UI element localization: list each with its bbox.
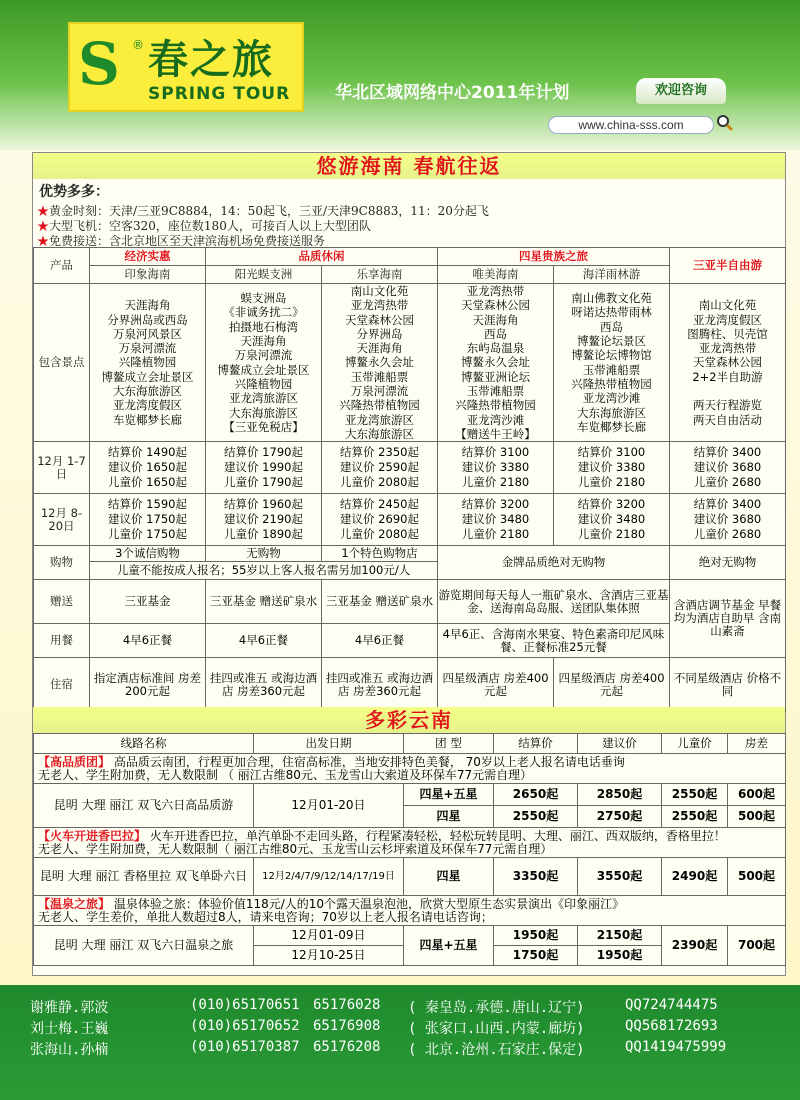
route-note: 【温泉之旅】 温泉体验之旅：体验价值118元/人的10个露天温泉泡池，欣赏大型原生态实景演出《印象丽江》 无老人、学生差价，单批人数超过8人，请来电咨询；70岁以上老人报名请电话咨询；	[34, 896, 786, 926]
price-line: 儿童价 2680	[693, 475, 762, 490]
scenic-item: 亚龙湾热带	[466, 284, 525, 298]
scenic-item: 博鳌成立会址景区	[101, 369, 194, 384]
row-label-dec1: 12月 1-7日	[34, 442, 90, 494]
scenic-item: 呀诺达热带雨林	[571, 305, 652, 320]
scenic-item: 天涯海角	[472, 312, 519, 327]
scenic-item: 图腾柱、贝壳馆	[687, 326, 768, 341]
contact-phone-2: 65176908	[313, 1018, 381, 1034]
route-date: 12月2/4/7/9/12/14/17/19日	[254, 858, 404, 896]
scenic-item: 大东海旅游区	[345, 426, 414, 441]
advantage-line: ★大型飞机：空客320，座位数180人，可接百人以上大型团队	[37, 219, 371, 233]
tour-type: 四星	[404, 806, 494, 828]
scenic-item: 2+2半自助游	[692, 369, 763, 384]
tour-type: 四星+五星	[404, 784, 494, 806]
price-line: 结算价 1790起	[224, 445, 303, 460]
gift-cell: 三亚基金 赠送矿泉水	[322, 580, 438, 624]
route-note: 【高品质团】 高品质云南团，行程更加合理，住宿高标准，当地安排特色美餐， 70岁以上老人报名请电话垂询 无老人、学生附加费，无人数限制 （ 丽江古维80元、玉龙雪山大索道及环保车77元需自理）	[34, 754, 786, 784]
shopping-note: 儿童不能按成人报名；55岁以上客人报名需另加100元/人	[90, 562, 438, 580]
search-icon[interactable]	[716, 114, 734, 132]
price-line: 建议价 3480	[461, 512, 530, 527]
scenic-list	[90, 284, 206, 442]
scenic-item: 博鳌永久会址	[461, 355, 530, 370]
route-name: 昆明 大理 丽江 双飞六日高品质游	[34, 784, 254, 828]
yunnan-banner	[33, 707, 785, 733]
scenic-item: 南山佛教文化苑	[571, 291, 652, 306]
price-line: 结算价 1960起	[224, 497, 303, 512]
price-line: 结算价 3400	[693, 497, 762, 512]
scenic-item: 兴隆植物园	[118, 355, 177, 370]
scenic-item: 车览椰梦长廊	[113, 412, 182, 427]
scenic-item: 大东海旅游区	[229, 405, 298, 420]
contact-region: ( 北京.沧州.石家庄.保定)	[408, 1042, 585, 1058]
contact-phone: (010)65170652	[190, 1018, 300, 1034]
scenic-list	[438, 284, 554, 442]
price-line: 结算价 3100	[577, 445, 646, 460]
shopping-cell: 3个诚信购物	[90, 546, 206, 562]
shopping-cell: 金牌品质绝对无购物	[438, 546, 670, 580]
scenic-item: 玉带滩船票	[582, 362, 641, 377]
price-line: 结算价 1490起	[108, 445, 187, 460]
settle-price: 2550起	[494, 806, 578, 828]
col-header-route: 线路名称	[34, 734, 254, 754]
scenic-item: 亚龙湾热带	[698, 341, 757, 356]
room-diff: 700起	[728, 926, 786, 966]
scenic-item: 两天自由活动	[693, 412, 762, 427]
plan-title: 华北区域网络中心2011年计划	[335, 83, 570, 103]
website-url[interactable]: www.china-sss.com	[548, 116, 714, 134]
welcome-button[interactable]: 欢迎咨询	[636, 78, 726, 104]
scenic-item: 天涯海角	[124, 298, 171, 313]
route-name: 昆明 大理 丽江 双飞六日温泉之旅	[34, 926, 254, 966]
row-label-scenic: 包含景点	[34, 284, 90, 442]
product-name: 唯美海南	[438, 266, 554, 284]
price-line: 儿童价 2080起	[340, 527, 419, 542]
scenic-item: 兴隆热带植物园	[455, 398, 536, 413]
settle-price: 3350起	[494, 858, 578, 896]
scenic-item: 【三亚免税店】	[223, 419, 304, 434]
room-diff: 500起	[728, 858, 786, 896]
route-name: 昆明 大理 丽江 香格里拉 双飞单卧六日	[34, 858, 254, 896]
scenic-item: 《非诚务扰二》	[223, 305, 304, 320]
scenic-item: 天堂森林公园	[345, 312, 414, 327]
scenic-item: 蜈支洲岛	[240, 291, 287, 306]
contact-phone: (010)65170387	[190, 1039, 300, 1055]
price-line: 儿童价 2180	[577, 527, 646, 542]
price-line: 儿童价 2680	[693, 527, 762, 542]
content-frame	[32, 152, 786, 976]
child-price: 2550起	[662, 784, 728, 806]
gift-cell: 游览期间每天每人一瓶矿泉水、含酒店三亚基金、送海南岛岛服、送团队集体照	[438, 580, 670, 624]
shopping-cell: 无购物	[206, 546, 322, 562]
suggest-price: 1950起	[578, 946, 662, 966]
suggest-price: 2750起	[578, 806, 662, 828]
price-cell	[670, 494, 786, 546]
scenic-item	[670, 384, 785, 398]
scenic-item: 博鳌论坛景区	[577, 334, 646, 349]
price-line: 结算价 3400	[693, 445, 762, 460]
scenic-item: 玉带滩船票	[350, 369, 409, 384]
meal-cell: 4早6正餐	[206, 624, 322, 658]
contact-qq: QQ724744475	[625, 997, 718, 1013]
scenic-item: 博鳌永久会址	[345, 355, 414, 370]
price-line: 建议价 3680	[693, 512, 762, 527]
suggest-price: 2150起	[578, 926, 662, 946]
settle-price: 1750起	[494, 946, 578, 966]
spring-tour-logo[interactable]	[68, 22, 304, 112]
price-line: 建议价 3680	[693, 460, 762, 475]
price-line: 儿童价 1650起	[108, 475, 187, 490]
scenic-item: 东屿岛温泉	[466, 341, 525, 356]
group-sanya-free: 三亚半自由游	[670, 248, 786, 284]
price-cell	[554, 442, 670, 494]
price-cell	[438, 494, 554, 546]
contact-phone-2: 65176208	[313, 1039, 381, 1055]
scenic-list	[670, 284, 786, 442]
contact-region: ( 秦皇岛.承德.唐山.辽宁)	[408, 1000, 585, 1016]
hotel-cell: 指定酒店标准间 房差200元起	[90, 658, 206, 712]
settle-price: 2650起	[494, 784, 578, 806]
price-line: 建议价 3380	[577, 460, 646, 475]
route-date: 12月01-20日	[254, 784, 404, 828]
price-line: 儿童价 1890起	[224, 527, 303, 542]
scenic-item: 兴隆热带植物园	[339, 398, 420, 413]
price-line: 建议价 2590起	[340, 460, 419, 475]
hotel-cell: 挂四或准五 或海边酒店 房差360元起	[322, 658, 438, 712]
price-line: 结算价 3200	[577, 497, 646, 512]
price-line: 儿童价 2080起	[340, 475, 419, 490]
child-price: 2550起	[662, 806, 728, 828]
price-line: 结算价 2350起	[340, 445, 419, 460]
hotel-cell: 挂四或准五 或海边酒店 房差360元起	[206, 658, 322, 712]
product-name: 印象海南	[90, 266, 206, 284]
scenic-item: 亚龙湾旅游区	[345, 412, 414, 427]
registered-mark: ®	[132, 38, 144, 52]
brand-name-cn: 春之旅	[148, 36, 274, 83]
price-line: 结算价 3200	[461, 497, 530, 512]
price-cell	[438, 442, 554, 494]
price-line: 结算价 3100	[461, 445, 530, 460]
price-line: 儿童价 2180	[461, 475, 530, 490]
suggest-price: 2850起	[578, 784, 662, 806]
row-label-shopping: 购物	[34, 546, 90, 580]
hainan-title: 悠游海南 春航往返	[316, 154, 502, 178]
scenic-item: 兴隆热带植物园	[571, 376, 652, 391]
contact-region: ( 张家口.山西.内蒙.廊坊)	[408, 1021, 585, 1037]
col-header-child: 儿童价	[662, 734, 728, 754]
scenic-item: 天堂森林公园	[693, 355, 762, 370]
scenic-list	[554, 284, 670, 442]
contact-names: 谢雅静.郭波	[30, 1000, 109, 1016]
meal-cell: 4早6正餐	[322, 624, 438, 658]
scenic-item: 车览椰梦长廊	[577, 419, 646, 434]
price-cell	[554, 494, 670, 546]
col-header-date: 出发日期	[254, 734, 404, 754]
scenic-item: 万泉河漂流	[350, 384, 409, 399]
price-line: 建议价 2690起	[340, 512, 419, 527]
scenic-item: 天涯海角	[356, 341, 403, 356]
child-price: 2490起	[662, 858, 728, 896]
yunnan-title: 多彩云南	[365, 708, 453, 732]
scenic-item: 亚龙湾旅游区	[229, 391, 298, 406]
price-cell	[322, 494, 438, 546]
scenic-item: 两天行程游览	[693, 398, 762, 413]
child-price: 2390起	[662, 926, 728, 966]
contact-qq: QQ568172693	[625, 1018, 718, 1034]
contact-names: 刘士梅.王巍	[30, 1021, 109, 1037]
scenic-item: 大东海旅游区	[113, 384, 182, 399]
scenic-item: 南山文化苑	[350, 284, 409, 298]
price-cell	[322, 442, 438, 494]
scenic-item: 亚龙湾沙滩	[466, 412, 525, 427]
price-line: 建议价 1650起	[108, 460, 187, 475]
scenic-item: 万泉河漂流	[234, 348, 293, 363]
brand-name-en: SPRING TOUR	[148, 84, 291, 104]
tour-type: 四星+五星	[404, 926, 494, 966]
row-label-hotel: 住宿	[34, 658, 90, 712]
price-line: 儿童价 1750起	[108, 527, 187, 542]
price-line: 建议价 1990起	[224, 460, 303, 475]
col-header-diff: 房差	[728, 734, 786, 754]
price-line: 儿童价 2180	[577, 475, 646, 490]
scenic-item: 万泉河漂流	[118, 341, 177, 356]
scenic-item: 西岛	[484, 326, 507, 341]
col-header-suggest: 建议价	[578, 734, 662, 754]
scenic-item: 分界洲岛	[356, 326, 403, 341]
meal-cell: 4早6正、含海南水果宴、特色素斋印尼风味餐、正餐标准25元餐	[438, 624, 670, 658]
scenic-item: 【赠送牛王岭】	[455, 426, 536, 441]
col-header-type: 团 型	[404, 734, 494, 754]
product-name: 海洋雨林游	[554, 266, 670, 284]
contact-phone: (010)65170651	[190, 997, 300, 1013]
scenic-item: 大东海旅游区	[577, 405, 646, 420]
price-line: 儿童价 2180	[461, 527, 530, 542]
room-diff: 500起	[728, 806, 786, 828]
price-cell	[206, 442, 322, 494]
scenic-item: 博鳌论坛博物馆	[571, 348, 652, 363]
price-line: 儿童价 1790起	[224, 475, 303, 490]
scenic-item: 分界洲岛或西岛	[107, 312, 188, 327]
scenic-item: 玉带滩船票	[466, 384, 525, 399]
scenic-list	[322, 284, 438, 442]
hotel-cell: 四星级酒店 房差400元起	[438, 658, 554, 712]
route-date: 12月10-25日	[254, 946, 404, 966]
gift-cell: 含酒店调节基金 早餐均为酒店自助早 含南山素斋	[670, 580, 786, 658]
product-name: 乐享海南	[322, 266, 438, 284]
price-line: 建议价 1750起	[108, 512, 187, 527]
price-line: 建议价 3480	[577, 512, 646, 527]
row-label-gift: 赠送	[34, 580, 90, 624]
row-label-product: 产品	[34, 248, 90, 284]
scenic-item: 亚龙湾度假区	[113, 398, 182, 413]
row-label-dec8: 12月 8-20日	[34, 494, 90, 546]
contact-qq: QQ1419475999	[625, 1039, 727, 1055]
scenic-item: 天堂森林公园	[461, 298, 530, 313]
scenic-item: 南山文化苑	[698, 298, 757, 313]
col-header-settle: 结算价	[494, 734, 578, 754]
hotel-cell: 四星级酒店 房差400元起	[554, 658, 670, 712]
price-cell	[90, 494, 206, 546]
contact-names: 张海山.孙楠	[30, 1042, 109, 1058]
group-economy: 经济实惠	[90, 248, 206, 266]
scenic-item: 亚龙湾热带	[350, 298, 409, 313]
scenic-item: 天涯海角	[240, 334, 287, 349]
product-name: 阳光蜈支洲	[206, 266, 322, 284]
scenic-item: 亚龙湾度假区	[693, 312, 762, 327]
scenic-item: 西岛	[600, 319, 623, 334]
row-label-meal: 用餐	[34, 624, 90, 658]
hotel-cell: 不同星级酒店 价格不同	[670, 658, 786, 712]
room-diff: 600起	[728, 784, 786, 806]
yunnan-table	[33, 733, 786, 966]
price-line: 结算价 2450起	[340, 497, 419, 512]
gift-cell: 三亚基金 赠送矿泉水	[206, 580, 322, 624]
settle-price: 1950起	[494, 926, 578, 946]
scenic-item: 博鳌成立会址景区	[217, 362, 310, 377]
price-cell	[90, 442, 206, 494]
price-line: 建议价 2190起	[224, 512, 303, 527]
price-line: 建议价 3380	[461, 460, 530, 475]
contact-footer	[0, 985, 800, 1100]
group-four-star: 四星贵族之旅	[438, 248, 670, 266]
scenic-item: 博鳌亚洲论坛	[461, 369, 530, 384]
scenic-item: 拍摄地石梅湾	[229, 319, 298, 334]
price-cell	[206, 494, 322, 546]
scenic-item: 亚龙湾沙滩	[582, 391, 641, 406]
shopping-cell: 绝对无购物	[670, 546, 786, 580]
header-band	[0, 0, 800, 150]
price-line: 结算价 1590起	[108, 497, 187, 512]
shopping-cell: 1个特色购物店	[322, 546, 438, 562]
route-note: 【火车开进香巴拉】 火车开进香巴拉，单汽单卧不走回头路，行程紧凑轻松，轻松玩转昆明、大理、丽江、西双版纳，香格里拉！ 无老人、学生附加费，无人数限制（ 丽江古维80元、玉龙雪山云杉坪索道及环保车77元需自理）	[34, 828, 786, 858]
advantage-line: ★免费接送：含北京地区至天津滨海机场免费接送服务	[37, 234, 326, 248]
route-date: 12月01-09日	[254, 926, 404, 946]
group-quality: 品质休闲	[206, 248, 438, 266]
price-cell	[670, 442, 786, 494]
hainan-table	[33, 247, 786, 712]
contact-phone-2: 65176028	[313, 997, 381, 1013]
scenic-item: 万泉河风景区	[113, 326, 182, 341]
scenic-list	[206, 284, 322, 442]
suggest-price: 3550起	[578, 858, 662, 896]
meal-cell: 4早6正餐	[90, 624, 206, 658]
hainan-banner	[33, 153, 785, 179]
advantage-title: 优势多多：	[39, 184, 109, 200]
logo-s-icon: S	[78, 30, 120, 98]
gift-cell: 三亚基金	[90, 580, 206, 624]
scenic-item: 兴隆植物园	[234, 376, 293, 391]
advantage-line: ★黄金时刻：天津/三亚9C8884，14：50起飞，三亚/天津9C8883，11：20分起飞	[37, 204, 489, 218]
tour-type: 四星	[404, 858, 494, 896]
